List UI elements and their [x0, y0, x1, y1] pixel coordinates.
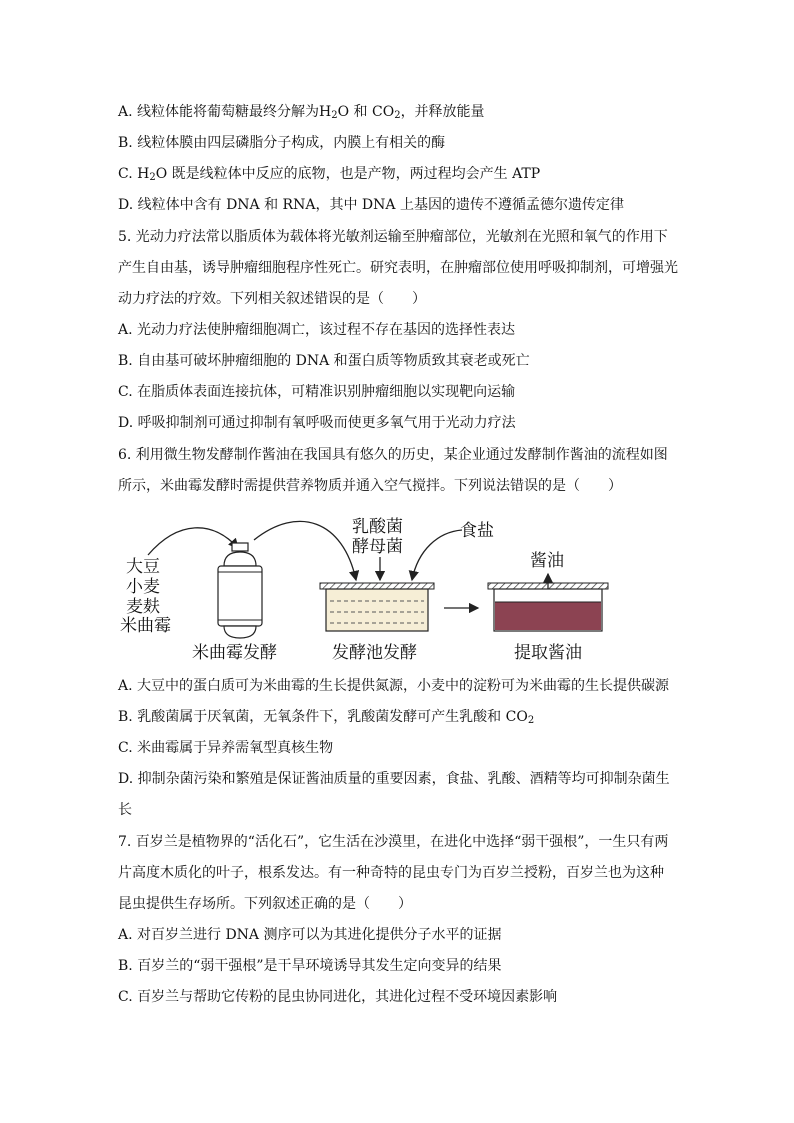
salt-label: 食盐	[460, 521, 494, 541]
subscript: 2	[527, 715, 535, 726]
arrow-to-pool	[254, 521, 356, 580]
q6-option-b	[118, 707, 678, 727]
q4-option-a-text: A. 线粒体能将葡萄糖最终分解为H	[118, 104, 332, 120]
q7-option-c: C. 百岁兰与帮助它传粉的昆虫协同进化，其进化过程不受环境因素影响	[118, 989, 558, 1005]
q5-option-b: B. 自由基可破坏肿瘤细胞的 DNA 和蛋白质等物质致其衰老或死亡	[118, 353, 530, 369]
ingredient-label: 麦麸	[126, 597, 160, 617]
q7-option-b: B. 百岁兰的“弱干强根”是干旱环境诱导其发生定向变异的结果	[118, 958, 502, 974]
q6-option-d: D. 抑制杂菌污染和繁殖是保证酱油质量的重要因素，食盐、乳酸、酒精等均可抑制杂菌生	[118, 771, 670, 787]
arrow-salt	[412, 530, 462, 580]
q7-stem: 片高度木质化的叶子，根系发达。有一种奇特的昆虫专门为百岁兰授粉，百岁兰也为这种	[118, 865, 664, 881]
q4-option-d: D. 线粒体中含有 DNA 和 RNA，其中 DNA 上基因的遗传不遵循孟德尔遗传定律	[118, 197, 624, 213]
stage-label: 发酵池发酵	[332, 643, 417, 663]
ingredient-label: 米曲霉	[120, 616, 171, 636]
ingredient-label: 小麦	[126, 577, 160, 597]
q5-stem: 5. 光动力疗法常以脂质体为载体将光敏剂运输至肿瘤部位，光敏剂在光照和氧气的作用下	[118, 229, 668, 245]
stage-label: 提取酱油	[514, 643, 582, 663]
q4-option-a-text: ，并释放能量	[400, 104, 485, 120]
q4-option-a	[118, 102, 678, 122]
q6-stem: 所示，米曲霉发酵时需提供营养物质并通入空气搅拌。下列说法错误的是（ ）	[118, 478, 622, 494]
extraction-tank-icon	[488, 583, 608, 631]
q6-option-c: C. 米曲霉属于异养需氧型真核生物	[118, 740, 334, 756]
q6-option-b-text: B. 乳酸菌属于厌氧菌，无氧条件下，乳酸菌发酵可产生乳酸和 CO	[118, 709, 528, 725]
q5-option-c: C. 在脂质体表面连接抗体，可精准识别肿瘤细胞以实现靶向运输	[118, 384, 516, 400]
q6-stem: 6. 利用微生物发酵制作酱油在我国具有悠久的历史，某企业通过发酵制作酱油的流程如图	[118, 447, 668, 463]
microbe-label: 乳酸菌	[352, 517, 403, 537]
q4-option-c-text: O 既是线粒体中反应的底物，也是产物，两过程均会产生 ATP	[155, 166, 541, 182]
q5-stem: 产生自由基，诱导肿瘤细胞程序性死亡。研究表明，在肿瘤部位使用呼吸抑制剂，可增强光	[118, 260, 678, 276]
arrow-to-fermenter	[148, 528, 238, 555]
q6-option-d-cont: 长	[118, 802, 132, 818]
q4-option-a-text: O 和 CO	[337, 104, 395, 120]
ingredient-label: 大豆	[126, 557, 160, 577]
q7-option-a: A. 对百岁兰进行 DNA 测序可以为其进化提供分子水平的证据	[118, 927, 502, 943]
q5-option-a: A. 光动力疗法使肿瘤细胞凋亡，该过程不存在基因的选择性表达	[118, 322, 516, 338]
stage-label: 米曲霉发酵	[192, 643, 277, 663]
fermenter-vessel-icon	[218, 543, 262, 638]
q5-stem: 动力疗法的疗效。下列相关叙述错误的是（ ）	[118, 291, 426, 307]
q6-option-a: A. 大豆中的蛋白质可为米曲霉的生长提供氮源，小麦中的淀粉可为米曲霉的生长提供碳源	[118, 678, 670, 694]
subscript: 2	[331, 110, 338, 121]
q5-option-d: D. 呼吸抑制剂可通过抑制有氧呼吸而使更多氧气用于光动力疗法	[118, 415, 516, 431]
subscript: 2	[394, 110, 401, 121]
product-label: 酱油	[530, 551, 564, 571]
q4-option-b: B. 线粒体膜由四层磷脂分子构成，内膜上有相关的酶	[118, 135, 446, 151]
q7-stem: 昆虫提供生存场所。下列叙述正确的是（ ）	[118, 896, 412, 912]
q4-option-c	[118, 164, 678, 184]
q7-stem: 7. 百岁兰是植物界的“活化石”，它生活在沙漠里，在进化中选择“弱干强根”，一生只有两	[118, 834, 669, 850]
fermentation-pool-icon	[320, 583, 434, 631]
soy-sauce-process-figure	[118, 510, 678, 670]
q4-option-c-text: C. H	[118, 166, 150, 182]
subscript: 2	[149, 172, 156, 183]
microbe-label: 酵母菌	[352, 537, 403, 557]
